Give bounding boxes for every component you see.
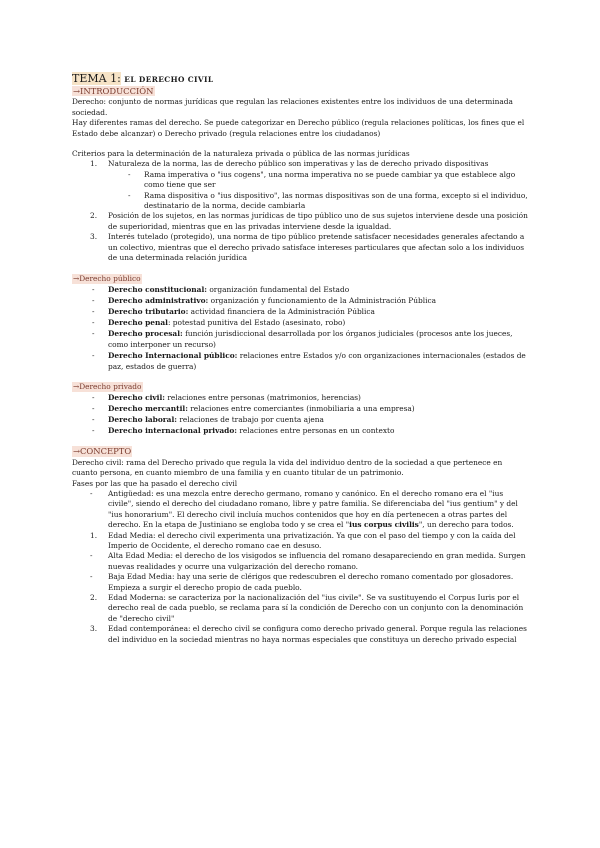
- list-item: - Derecho mercantil: relaciones entre comerciantes (inmobiliaria a una empresa): [92, 404, 415, 414]
- fase-item: - Baja Edad Media: hay una serie de clérigos que redescubren el derecho romano comentado por glosadores. Empieza a surgir el derecho propio de cada pueblo.: [90, 572, 514, 592]
- concepto-paragraph-2: Fases por las que ha pasado el derecho civil: [72, 478, 238, 488]
- criteria-subitem: - Rama imperativa o "ius cogens", una norma imperativa no se puede cambiar ya que establece algo como tiene que ser: [128, 169, 516, 190]
- page-title: [72, 72, 530, 86]
- title-tema: TEMA 1:: [72, 72, 121, 85]
- section-heading-concepto: →CONCEPTO: [73, 446, 132, 457]
- intro-paragraph-2: Hay diferentes ramas del derecho. Se puede categorizar en Derecho público (regula relaciones políticas, los fines que el Estado debe alcanzar) o Derecho privado (regula relaciones entre los ciudadanos): [72, 118, 525, 138]
- criteria-subitem: - Rama dispositiva o "ius dispositivo", las normas dispositivas son de una forma, excepto si el individuo, destinatario de la norma, decide cambiarla: [128, 190, 528, 211]
- fase-item: 3. Edad contemporánea: el derecho civil se configura como derecho privado general. Porque regula las relaciones del individuo en la sociedad mientras no haya normas especiales que constituya un derecho privado especial: [90, 624, 527, 644]
- document-page: [72, 72, 530, 645]
- section-heading-derecho-privado: →Derecho privado: [73, 381, 142, 391]
- concepto-paragraph-1: Derecho civil: rama del Derecho privado que regula la vida del individuo dentro de la sociedad a que pertenece en cuanto persona, en cuanto miembro de una familia y en cuanto titular de un patrimonio.: [72, 457, 503, 478]
- list-item: - Derecho procesal: función jurisdiccional desarrollada por los órganos judiciales (procesos ante los jueces, como interponer un recurso): [92, 328, 513, 349]
- criteria-item: 1. Naturaleza de la norma, las de derecho público son imperativas y las de derecho privado dispositivas: [90, 159, 489, 169]
- fase-item: 2. Edad Moderna: se caracteriza por la nacionalización del "ius civile". Se va sustituyendo el Corpus Iuris por el derecho real de cada pueblo, se reclama para sí la condición de Derecho con un conjunto con la denominación de "derecho civil": [90, 593, 524, 623]
- criteria-title: Criterios para la determinación de la naturaleza privada o pública de las normas jurídicas: [72, 149, 410, 159]
- criteria-item: 3. Interés tutelado (protegido), una norma de tipo público pretende satisfacer necesidades generales afectando a un colectivo, mientras que el derecho privado satisface intereses particulares que afectan solo a los individuos de una determinada relación jurídica: [90, 232, 525, 263]
- list-item: - Derecho constitucional: organización fundamental del Estado: [92, 284, 350, 294]
- list-item: - Derecho civil: relaciones entre personas (matrimonios, herencias): [92, 393, 361, 403]
- fase-item: - Alta Edad Media: el derecho de los visigodos se influencia del romano desapareciendo en gran medida. Surgen nuevas realidades y ocurre una vulgarización del derecho romano.: [90, 551, 526, 571]
- section-heading-introduccion: →INTRODUCCIÓN: [73, 86, 154, 96]
- list-item: - Derecho Internacional público: relaciones entre Estados y/o con organizaciones internacionales (estados de paz, estados de guerra): [92, 350, 526, 371]
- intro-paragraph-1: Derecho: conjunto de normas jurídicas que regulan las relaciones existentes entre los individuos de una determinada sociedad.: [72, 97, 513, 117]
- section-heading-derecho-publico: →Derecho público: [73, 273, 141, 283]
- criteria-item: 2. Posición de los sujetos, en las normas jurídicas de tipo público uno de sus sujetos interviene desde una posición de superioridad, mientras que en las privadas interviene desde la igualdad.: [90, 211, 528, 231]
- fase-item: - Antigüedad: es una mezcla entre derecho germano, romano y canónico. En el derecho romano era el "ius civile", siendo el derecho del ciudadano romano, libre y patre familia. Se diferenciaba del "ius gentium" y del "ius honorarium". El derecho civil incluía muchos contenidos que hoy en día pertenecen a otras partes del derecho. En la etapa de Justiniano se engloba todo y se crea el "ius corpus civilis", un derecho para todos.: [90, 488, 518, 530]
- fase-item: 1. Edad Media: el derecho civil experimenta una privatización. Ya que con el paso del tiempo y con la caída del Imperio de Occidente, el derecho romano cae en desuso.: [90, 530, 516, 550]
- list-item: - Derecho tributario: actividad financiera de la Administración Pública: [92, 306, 375, 316]
- list-item: - Derecho administrativo: organización y funcionamiento de la Administración Pública: [92, 295, 437, 305]
- list-item: - Derecho laboral: relaciones de trabajo por cuenta ajena: [92, 415, 324, 425]
- list-item: - Derecho penal: potestad punitiva del Estado (asesinato, robo): [92, 317, 346, 327]
- title-subtitle: EL DERECHO CIVIL: [124, 75, 214, 84]
- list-item: - Derecho internacional privado: relaciones entre personas en un contexto: [92, 426, 395, 436]
